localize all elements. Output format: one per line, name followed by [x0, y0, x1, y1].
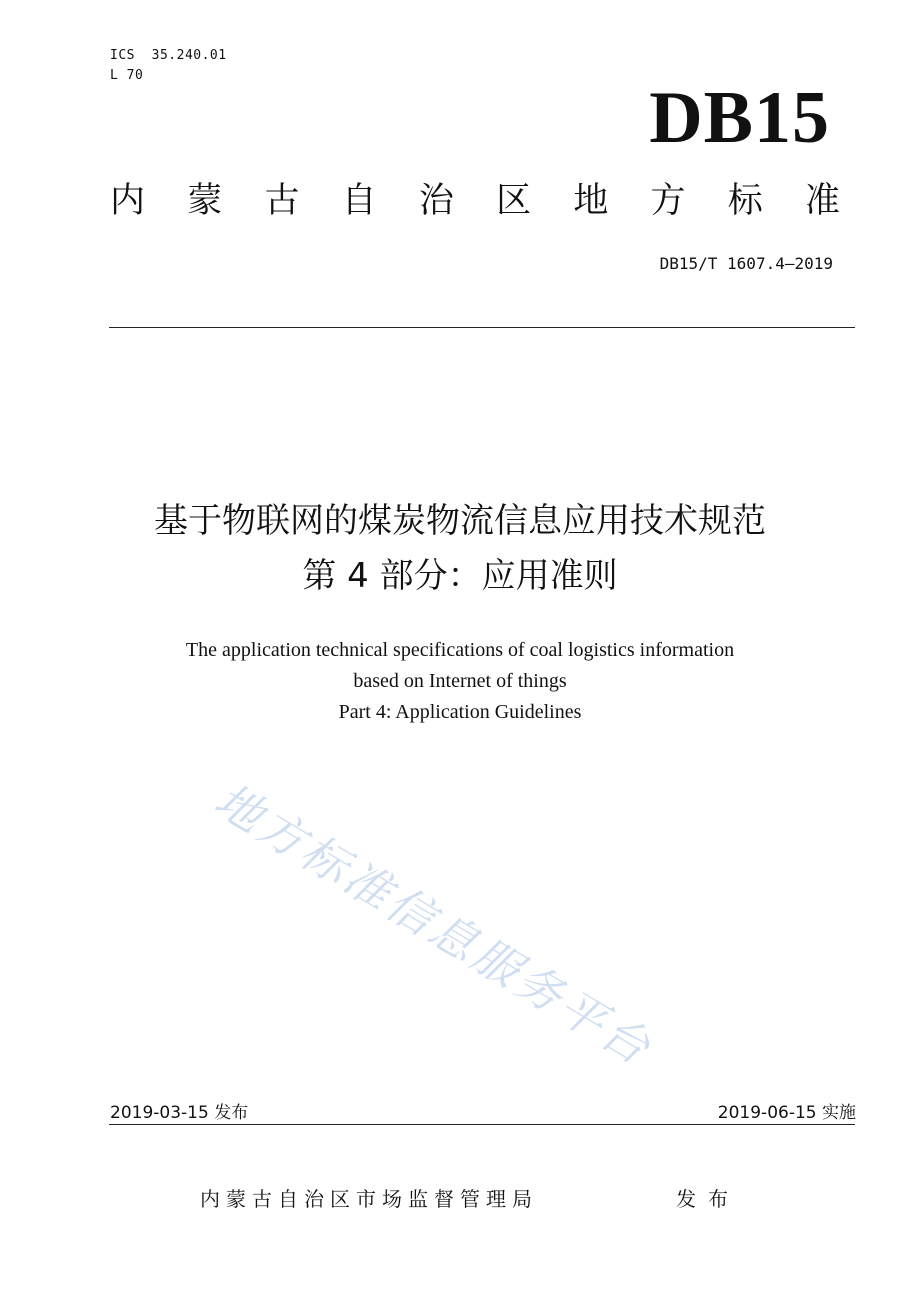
standard-type-char: 治	[418, 181, 454, 221]
standard-type-char: 内	[110, 181, 146, 221]
title-en-line: based on Internet of things	[353, 670, 567, 692]
ccs-code: L 70	[110, 68, 144, 83]
standard-type-char: 古	[264, 181, 300, 221]
issuer-action: 发布	[676, 1187, 740, 1211]
header-divider	[109, 327, 855, 328]
classification-codes	[110, 46, 227, 86]
implement-date: 2019-06-15 实施	[717, 1103, 856, 1123]
standard-type-char: 自	[341, 181, 377, 221]
standard-type-char: 蒙	[187, 181, 223, 221]
standard-type-char: 地	[573, 181, 609, 221]
watermark: 地方标准信息服务平台	[205, 772, 663, 1077]
standard-type-char: 标	[727, 181, 763, 221]
title-zh-line1: 基于物联网的煤炭物流信息应用技术规范	[154, 501, 766, 541]
ics-code: ICS 35.240.01	[110, 48, 227, 63]
publish-date: 2019-03-15 发布	[110, 1103, 249, 1123]
footer-divider	[109, 1124, 855, 1125]
standard-type-char: 区	[496, 181, 532, 221]
title-en-line: The application technical specifications of coal logistics information	[185, 639, 735, 661]
standard-type-char: 准	[804, 181, 840, 221]
issuer-name: 内蒙古自治区市场监督管理局	[200, 1187, 538, 1211]
title-zh-line2: 第 4 部分：应用准则	[302, 556, 618, 596]
standard-type	[110, 176, 840, 226]
title-en	[0, 635, 920, 728]
standard-logo: DB15	[649, 77, 830, 159]
standard-type-char: 方	[650, 181, 686, 221]
title-en-line: Part 4: Application Guidelines	[338, 701, 582, 723]
standard-number: DB15/T 1607.4—2019	[659, 254, 833, 273]
